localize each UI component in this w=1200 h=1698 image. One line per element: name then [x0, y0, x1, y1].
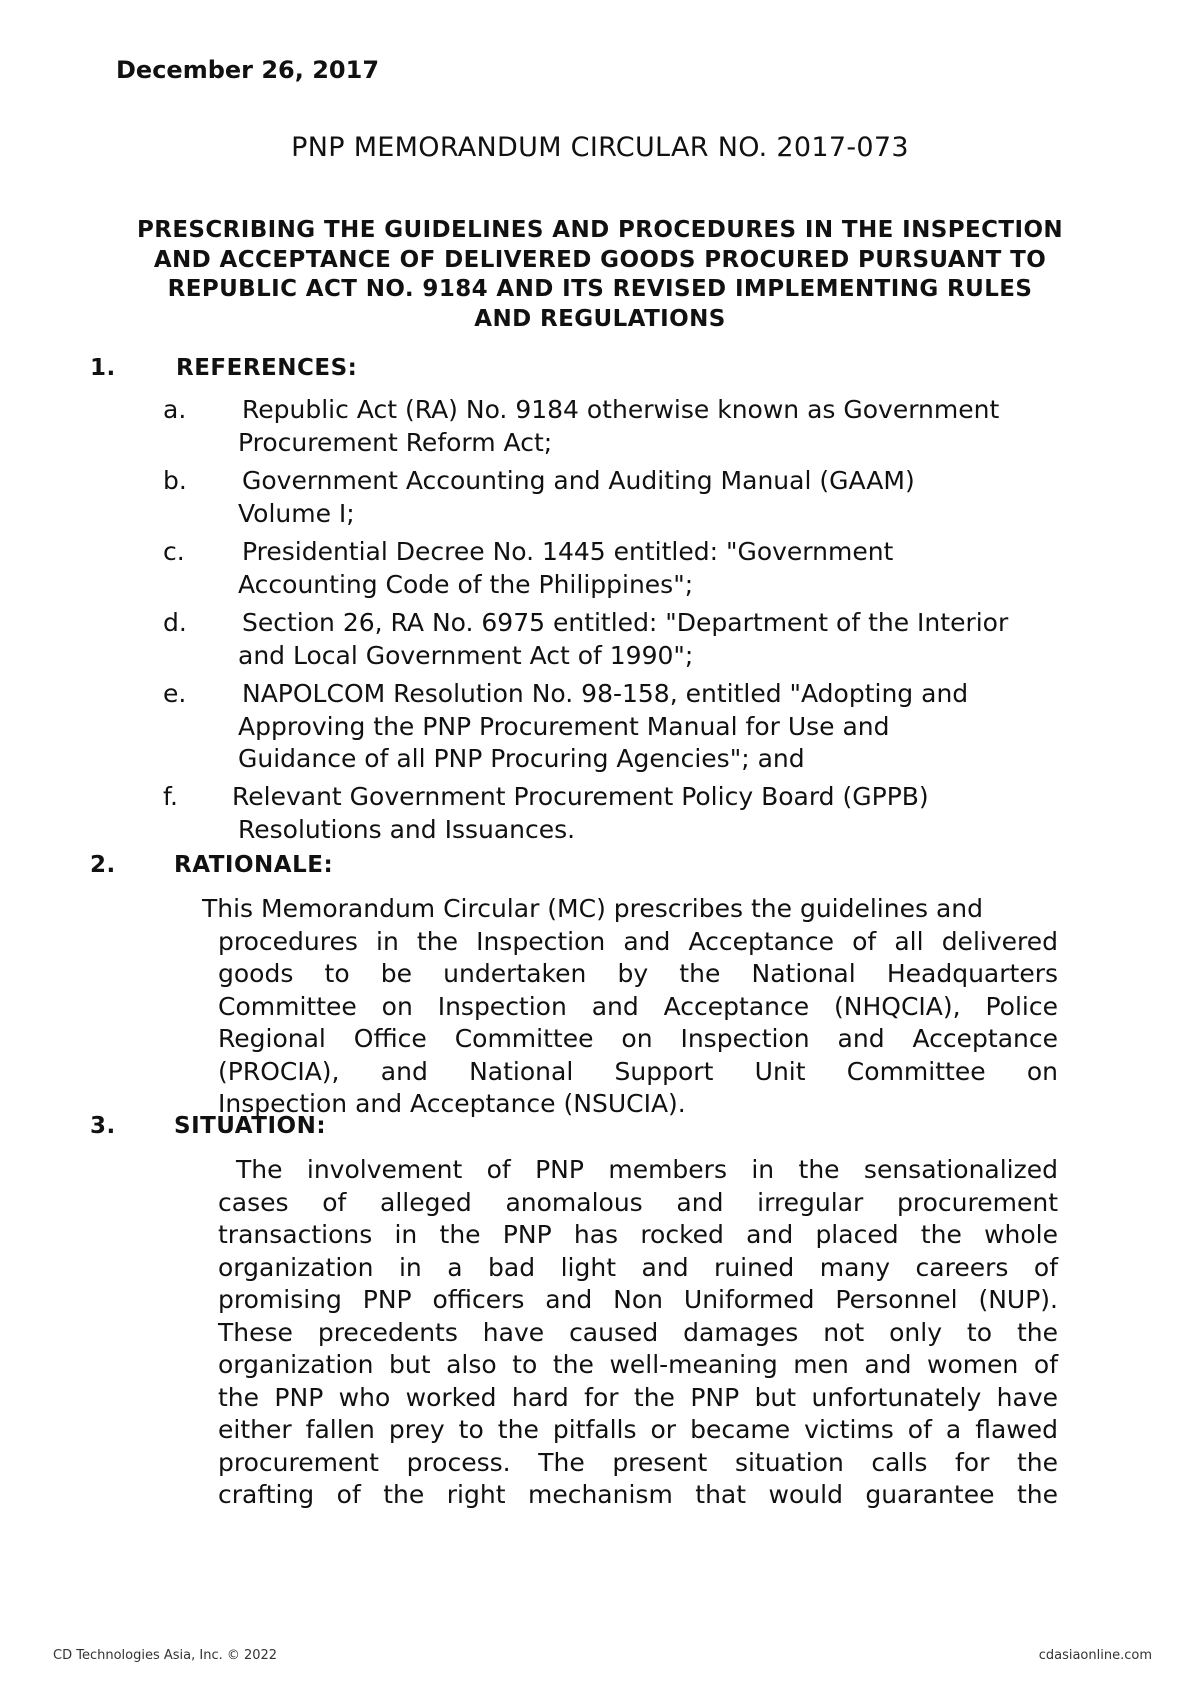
title-line: AND ACCEPTANCE OF DELIVERED GOODS PROCURED PURSUANT TO [153, 246, 1047, 273]
reference-text: Government Accounting and Auditing Manual (GAAM) Volume I; [238, 466, 915, 528]
section-number: 1. [90, 355, 116, 381]
reference-text: Relevant Government Procurement Policy Board (GPPB) Resolutions and Issuances. [232, 782, 929, 844]
situation-paragraph: The involvement of PNP members in the sensationalized cases of alleged anomalous and irregular procurement transactions in the PNP has rocked and placed the whole organization in a bad light and ruined many careers of promising PNP officers and Non Uniformed Personnel (NUP). These precedents have caused damages not only to the organization but also to the well-meaning men and women of the PNP who worked hard for the PNP but unfortunately have either fallen prey to the pitfalls or became victims of a flawed procurement process. The present situation calls for the crafting of the right mechanism that would guarantee the [218, 1155, 1058, 1509]
reference-text: NAPOLCOM Resolution No. 98-158, entitled "Adopting and Approving the PNP Procurement Manual for Use and Guidance of all PNP Procuring Agencies"; and [238, 679, 969, 773]
circular-number: PNP MEMORANDUM CIRCULAR NO. 2017-073 [291, 132, 909, 163]
document-date: December 26, 2017 [116, 56, 380, 84]
reference-letter: f. [163, 782, 178, 811]
title-line: REPUBLIC ACT NO. 9184 AND ITS REVISED IMPLEMENTING RULES [167, 276, 1033, 302]
footer-copyright: CD Technologies Asia, Inc. © 2022 [53, 1648, 278, 1663]
section-title: RATIONALE: [174, 852, 334, 878]
reference-letter: a. [163, 395, 187, 424]
rationale-paragraph: This Memorandum Circular (MC) prescribes the guidelines and procedures in the Inspection and Acceptance of all delivered goods to be undertaken by the National Headquarters Committee on Inspection and Acceptance (NHQCIA), Police Regional Office Committee on Inspection and Acceptance (PROCIA), and National Support Unit Committee on Inspection and Acceptance (NSUCIA). [202, 894, 1058, 1118]
reference-text: Section 26, RA No. 6975 entitled: "Department of the Interior and Local Government Act of 1990"; [238, 608, 1009, 670]
section-number: 3. [90, 1113, 116, 1139]
reference-letter: c. [163, 537, 185, 566]
reference-letter: d. [163, 608, 187, 637]
section-title: SITUATION: [174, 1113, 327, 1139]
document-title [100, 216, 1100, 334]
reference-letter: e. [163, 679, 187, 708]
section-title: REFERENCES: [176, 355, 358, 381]
title-line: PRESCRIBING THE GUIDELINES AND PROCEDURES IN THE INSPECTION [136, 217, 1064, 243]
footer-website-link[interactable]: cdasiaonline.com [1038, 1648, 1152, 1663]
title-line: AND REGULATIONS [474, 305, 726, 332]
section-number: 2. [90, 852, 116, 878]
reference-text: Presidential Decree No. 1445 entitled: "Government Accounting Code of the Philippines"; [238, 537, 894, 599]
reference-text: Republic Act (RA) No. 9184 otherwise known as Government Procurement Reform Act; [238, 395, 1000, 457]
reference-letter: b. [163, 466, 187, 495]
